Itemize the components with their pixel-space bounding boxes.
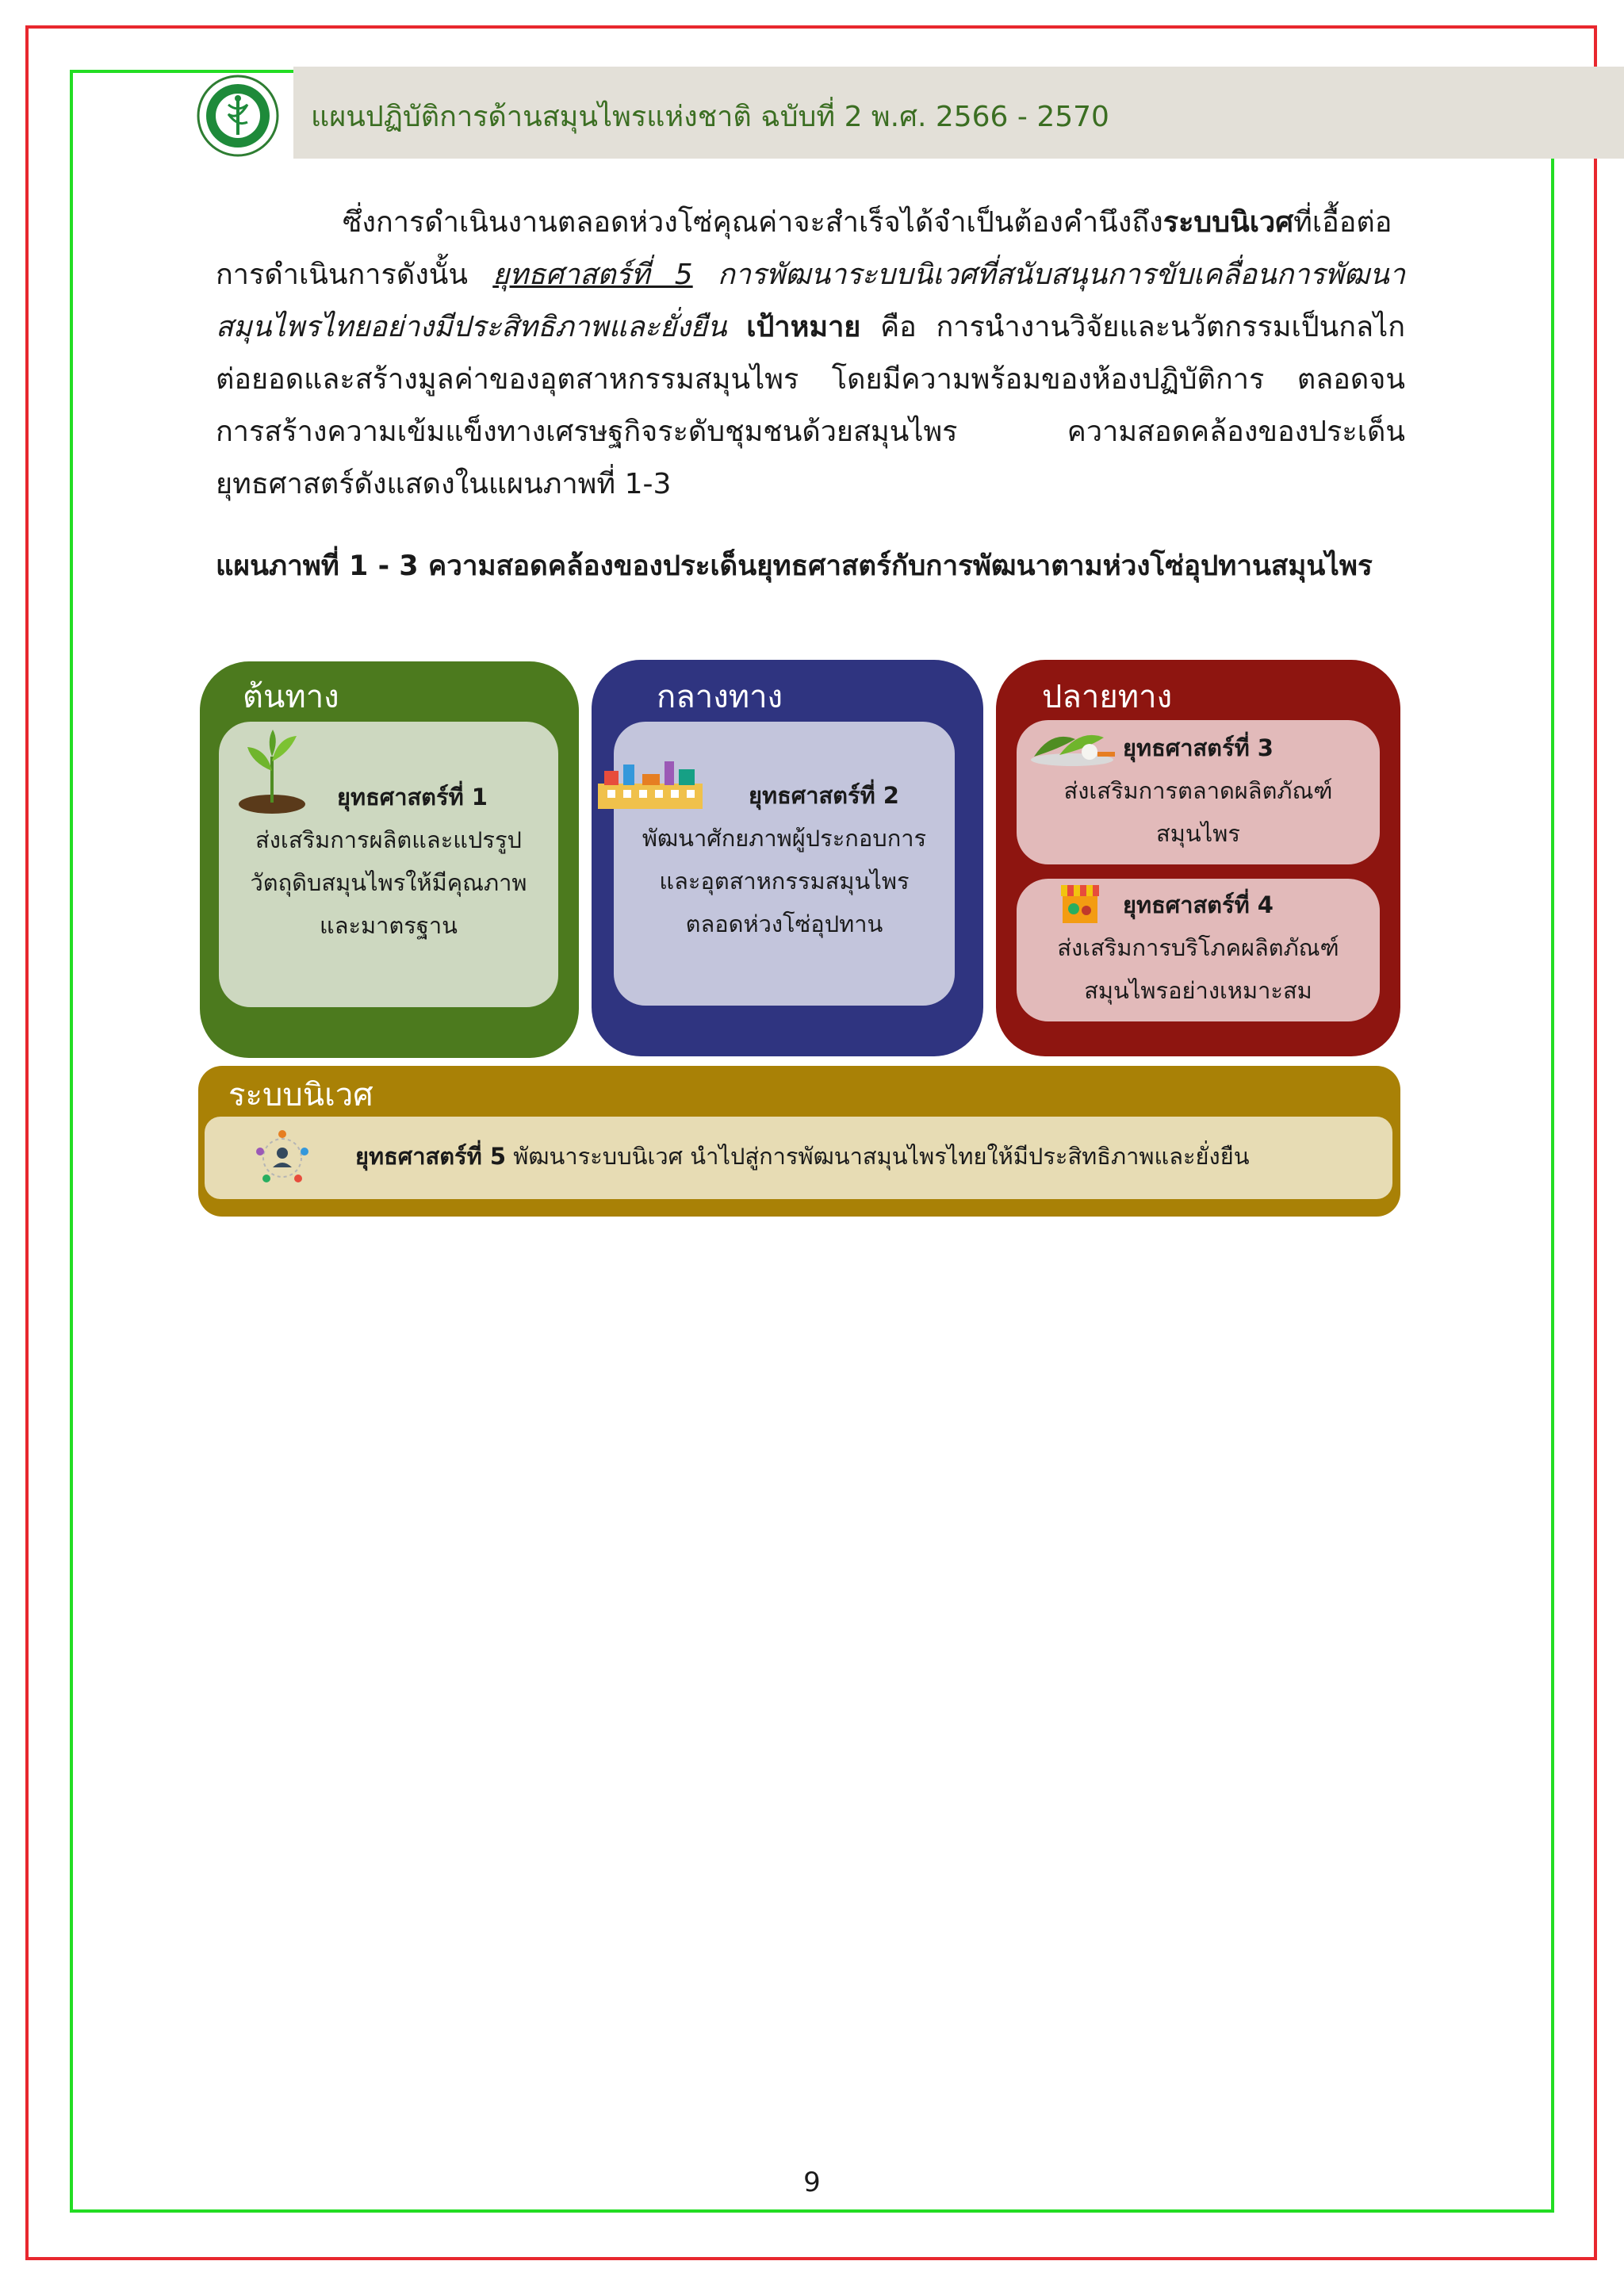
- downstream-title: ปลายทาง: [1042, 679, 1173, 715]
- p1-bold-goal: เป้าหมาย: [746, 311, 861, 343]
- strategy-5-head: ยุทธศาสตร์ที่ 5: [355, 1143, 507, 1170]
- network-people-icon: [252, 1128, 312, 1188]
- p1-text-b: ที่เอื้อต่อการดำเนินการดังนั้น: [216, 206, 1392, 291]
- strategy-4-text: [1017, 883, 1380, 1012]
- strategy-1-line-2: วัตถุดิบสมุนไพรให้มีคุณภาพ: [250, 869, 527, 896]
- strategy-1-head: ยุทธศาสตร์ที่ 1: [336, 784, 488, 811]
- strategy-4-head: ยุทธศาสตร์ที่ 4: [1122, 891, 1274, 918]
- p1-italic-strategy: การพัฒนาระบบนิเวศที่สนับสนุนการขับเคลื่อนการพัฒนาสมุนไพรไทยอย่างมีประสิทธิภาพและยั่งยืน: [216, 259, 1405, 343]
- strategy-2-line-1: พัฒนาศักยภาพผู้ประกอบการ: [642, 825, 927, 852]
- strategy-2-head: ยุทธศาสตร์ที่ 2: [748, 782, 899, 809]
- upstream-title: ต้นทาง: [243, 679, 339, 715]
- strategy-3-line-1: ส่งเสริมการตลาดผลิตภัณฑ์: [1063, 777, 1333, 804]
- strategy-5-text: [355, 1139, 1250, 1174]
- ministry-logo-icon: [197, 75, 279, 157]
- p1-text-a: ซึ่งการดำเนินงานตลอดห่วงโซ่คุณค่าจะสำเร็จได้จำเป็นต้องคำนึงถึง: [343, 206, 1163, 239]
- p1-space: [693, 259, 718, 291]
- strategy-3-line-2: สมุนไพร: [1156, 820, 1240, 847]
- strategy-4-line-1: ส่งเสริมการบริโภคผลิตภัณฑ์: [1057, 934, 1339, 961]
- strategy-1-line-1: ส่งเสริมการผลิตและแปรรูป: [255, 826, 522, 853]
- ecosystem-title: ระบบนิเวศ: [228, 1077, 373, 1113]
- p1-space-2: [727, 311, 747, 343]
- strategy-2-line-2: และอุตสาหกรรมสมุนไพร: [659, 868, 910, 895]
- body-paragraph: [216, 197, 1405, 511]
- midstream-title: กลางทาง: [657, 679, 783, 715]
- strategy-3-head: ยุทธศาสตร์ที่ 3: [1122, 734, 1274, 761]
- p1-strategy-5-link-text: ยุทธศาสตร์ที่ 5: [492, 259, 693, 291]
- p1-text-e: คือ การนำงานวิจัยและนวัตกรรมเป็นกลไกต่อยอดและสร้างมูลค่าของอุตสาหกรรมสมุนไพร โดยมีความพร้อมของห้องปฏิบัติการ ตลอดจนการสร้างความเข้มแข็งทางเศรษฐกิจระดับชุมชนด้วยสมุนไพร ความสอดคล้องของประเด็นยุทธศาสตร์ดังแสดงในแผนภาพที่ 1-3: [216, 311, 1405, 500]
- strategy-3-text: [1017, 726, 1380, 855]
- header-title: แผนปฏิบัติการด้านสมุนไพรแห่งชาติ ฉบับที่ 2 พ.ศ. 2566 - 2570: [311, 101, 1109, 133]
- strategy-4-line-2: สมุนไพรอย่างเหมาะสม: [1084, 977, 1312, 1004]
- figure-caption: แผนภาพที่ 1 - 3 ความสอดคล้องของประเด็นยุทธศาสตร์กับการพัฒนาตามห่วงโซ่อุปทานสมุนไพร: [216, 550, 1373, 582]
- page-number: 9: [803, 2167, 821, 2198]
- strategy-1-text: [219, 776, 558, 947]
- strategy-2-text: [614, 774, 955, 945]
- strategy-1-line-3: และมาตรฐาน: [320, 912, 458, 939]
- strategy-2-line-3: ตลอดห่วงโซ่อุปทาน: [685, 910, 883, 937]
- strategy-5-desc: พัฒนาระบบนิเวศ นำไปสู่การพัฒนาสมุนไพรไทยให้มีประสิทธิภาพและยั่งยืน: [506, 1143, 1250, 1170]
- p1-bold-ecosystem: ระบบนิเวศ: [1162, 206, 1294, 239]
